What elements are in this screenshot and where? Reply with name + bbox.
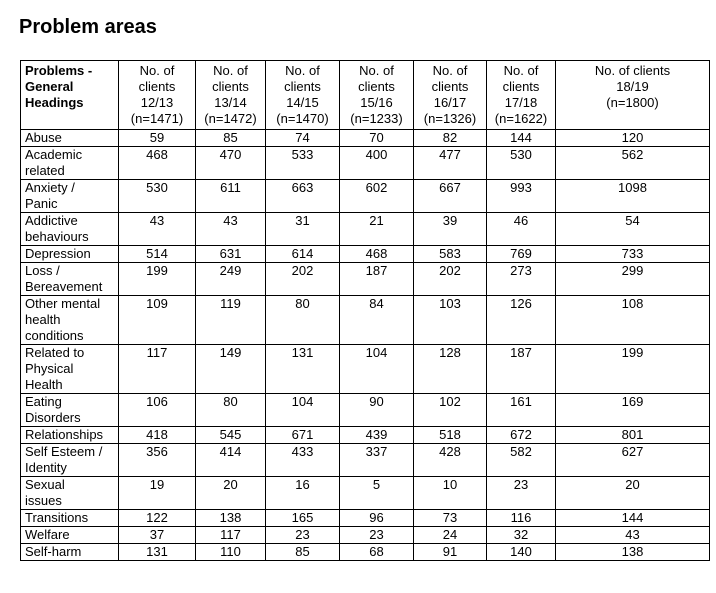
value-cell: 80: [266, 296, 340, 345]
table-row: [21, 345, 710, 394]
column-header-line: clients: [431, 79, 469, 94]
value-cell: 85: [266, 544, 340, 561]
column-header-cell: [266, 61, 340, 130]
value-cell: 530: [119, 180, 196, 213]
column-header-line: No. of: [285, 63, 320, 78]
row-label-line: Abuse: [25, 130, 62, 145]
value-cell: 54: [556, 213, 710, 246]
value-cell: 187: [340, 263, 414, 296]
value-cell: 85: [196, 130, 266, 147]
column-header-line: No. of: [139, 63, 175, 78]
row-label-line: behaviours: [25, 229, 89, 244]
column-header-line: clients: [138, 79, 176, 94]
value-cell: 104: [266, 394, 340, 427]
value-cell: 428: [414, 444, 487, 477]
value-cell: 106: [119, 394, 196, 427]
value-cell: 199: [119, 263, 196, 296]
value-cell: 468: [340, 246, 414, 263]
value-cell: 20: [196, 477, 266, 510]
value-cell: 138: [556, 544, 710, 561]
value-cell: 356: [119, 444, 196, 477]
row-label-line: Transitions: [25, 510, 89, 525]
column-header-line: (n=1470): [276, 111, 329, 126]
value-cell: 433: [266, 444, 340, 477]
column-header-line: clients: [284, 79, 321, 94]
table-body: [21, 130, 710, 561]
value-cell: 80: [196, 394, 266, 427]
column-header-line: 12/13: [140, 95, 174, 110]
row-label-cell: [21, 246, 119, 263]
value-cell: 23: [340, 527, 414, 544]
column-header-line: No. of: [213, 63, 248, 78]
value-cell: 117: [119, 345, 196, 394]
value-cell: 108: [556, 296, 710, 345]
column-header-cell: [340, 61, 414, 130]
column-header-line: (n=1800): [606, 95, 659, 110]
value-cell: 165: [266, 510, 340, 527]
value-cell: 73: [414, 510, 487, 527]
row-label-line: Welfare: [25, 527, 70, 542]
value-cell: 273: [487, 263, 556, 296]
row-label-cell: [21, 180, 119, 213]
value-cell: 23: [487, 477, 556, 510]
value-cell: 116: [487, 510, 556, 527]
value-cell: 104: [340, 345, 414, 394]
value-cell: 672: [487, 427, 556, 444]
row-label-line: Eating: [25, 394, 62, 409]
value-cell: 611: [196, 180, 266, 213]
row-label-line: Addictive: [25, 213, 78, 228]
corner-header-cell: [21, 61, 119, 130]
row-label-cell: [21, 444, 119, 477]
value-cell: 122: [119, 510, 196, 527]
value-cell: 117: [196, 527, 266, 544]
row-label-line: Physical: [25, 361, 74, 376]
column-header-line: No. of: [359, 63, 394, 78]
value-cell: 23: [266, 527, 340, 544]
value-cell: 131: [119, 544, 196, 561]
column-header-line: 16/17: [433, 95, 467, 110]
table-row: [21, 180, 710, 213]
value-cell: 627: [556, 444, 710, 477]
row-label-cell: [21, 394, 119, 427]
table-row: [21, 213, 710, 246]
column-header-line: 18/19: [616, 79, 649, 94]
row-label-line: Related to: [25, 345, 85, 360]
value-cell: 102: [414, 394, 487, 427]
value-cell: 993: [487, 180, 556, 213]
value-cell: 144: [487, 130, 556, 147]
value-cell: 418: [119, 427, 196, 444]
row-label-line: Relationships: [25, 427, 104, 442]
value-cell: 533: [266, 147, 340, 180]
value-cell: 299: [556, 263, 710, 296]
value-cell: 20: [556, 477, 710, 510]
value-cell: 514: [119, 246, 196, 263]
value-cell: 470: [196, 147, 266, 180]
value-cell: 103: [414, 296, 487, 345]
value-cell: 400: [340, 147, 414, 180]
row-label-line: Depression: [25, 246, 91, 261]
row-label-line: Anxiety /: [25, 180, 75, 195]
table-row: [21, 427, 710, 444]
value-cell: 202: [414, 263, 487, 296]
value-cell: 43: [196, 213, 266, 246]
value-cell: 631: [196, 246, 266, 263]
value-cell: 140: [487, 544, 556, 561]
corner-header-line: Problems -: [25, 63, 93, 78]
column-header-line: (n=1471): [130, 111, 184, 126]
row-label-line: issues: [25, 493, 62, 508]
column-header-line: 14/15: [286, 95, 319, 110]
table-row: [21, 477, 710, 510]
row-label-line: Disorders: [25, 410, 81, 425]
column-header-cell: [196, 61, 266, 130]
row-label-line: Loss /: [25, 263, 60, 278]
corner-header-line: General: [25, 79, 74, 94]
row-label-line: Health: [25, 377, 63, 392]
value-cell: 602: [340, 180, 414, 213]
row-label-line: Bereavement: [25, 279, 103, 294]
value-cell: 663: [266, 180, 340, 213]
column-header-line: No. of: [432, 63, 468, 78]
column-header-line: clients: [358, 79, 395, 94]
value-cell: 477: [414, 147, 487, 180]
row-label-cell: [21, 544, 119, 561]
row-label-cell: [21, 345, 119, 394]
value-cell: 10: [414, 477, 487, 510]
row-label-line: Self-harm: [25, 544, 82, 559]
column-header-line: clients: [212, 79, 249, 94]
row-label-cell: [21, 527, 119, 544]
value-cell: 82: [414, 130, 487, 147]
value-cell: 583: [414, 246, 487, 263]
value-cell: 16: [266, 477, 340, 510]
value-cell: 31: [266, 213, 340, 246]
column-header-cell: [487, 61, 556, 130]
column-header-line: No. of: [503, 63, 539, 78]
value-cell: 91: [414, 544, 487, 561]
value-cell: 468: [119, 147, 196, 180]
column-header-cell: [414, 61, 487, 130]
table-row: [21, 147, 710, 180]
value-cell: 96: [340, 510, 414, 527]
value-cell: 1098: [556, 180, 710, 213]
value-cell: 518: [414, 427, 487, 444]
value-cell: 439: [340, 427, 414, 444]
value-cell: 144: [556, 510, 710, 527]
row-label-line: Panic: [25, 196, 58, 211]
problem-areas-table: [20, 60, 710, 561]
column-header-line: (n=1472): [204, 111, 257, 126]
value-cell: 110: [196, 544, 266, 561]
value-cell: 202: [266, 263, 340, 296]
row-label-line: conditions: [25, 328, 84, 343]
column-header-line: (n=1622): [494, 111, 548, 126]
value-cell: 37: [119, 527, 196, 544]
value-cell: 43: [119, 213, 196, 246]
value-cell: 43: [556, 527, 710, 544]
value-cell: 199: [556, 345, 710, 394]
value-cell: 138: [196, 510, 266, 527]
value-cell: 119: [196, 296, 266, 345]
table-row: [21, 510, 710, 527]
table-header-row: [21, 61, 710, 130]
value-cell: 21: [340, 213, 414, 246]
value-cell: 582: [487, 444, 556, 477]
column-header-line: (n=1233): [350, 111, 403, 126]
column-header-line: No. of clients: [594, 63, 671, 78]
value-cell: 545: [196, 427, 266, 444]
table-row: [21, 296, 710, 345]
value-cell: 614: [266, 246, 340, 263]
value-cell: 667: [414, 180, 487, 213]
value-cell: 109: [119, 296, 196, 345]
row-label-cell: [21, 296, 119, 345]
value-cell: 70: [340, 130, 414, 147]
value-cell: 149: [196, 345, 266, 394]
value-cell: 59: [119, 130, 196, 147]
table-row: [21, 394, 710, 427]
row-label-line: Sexual: [25, 477, 65, 492]
column-header-line: clients: [502, 79, 540, 94]
value-cell: 126: [487, 296, 556, 345]
row-label-cell: [21, 510, 119, 527]
value-cell: 32: [487, 527, 556, 544]
row-label-cell: [21, 213, 119, 246]
value-cell: 187: [487, 345, 556, 394]
column-header-line: (n=1326): [423, 111, 477, 126]
table-row: [21, 263, 710, 296]
table-row: [21, 527, 710, 544]
value-cell: 769: [487, 246, 556, 263]
column-header-line: 13/14: [214, 95, 247, 110]
value-cell: 801: [556, 427, 710, 444]
value-cell: 161: [487, 394, 556, 427]
column-header-cell: [556, 61, 710, 130]
row-label-cell: [21, 427, 119, 444]
value-cell: 249: [196, 263, 266, 296]
table-row: [21, 246, 710, 263]
row-label-line: related: [25, 163, 65, 178]
value-cell: 5: [340, 477, 414, 510]
value-cell: 671: [266, 427, 340, 444]
value-cell: 68: [340, 544, 414, 561]
value-cell: 39: [414, 213, 487, 246]
value-cell: 169: [556, 394, 710, 427]
value-cell: 24: [414, 527, 487, 544]
column-header-cell: [119, 61, 196, 130]
table-row: [21, 130, 710, 147]
value-cell: 733: [556, 246, 710, 263]
value-cell: 90: [340, 394, 414, 427]
row-label-line: Other mental: [25, 296, 101, 311]
row-label-line: Self Esteem /: [25, 444, 103, 459]
value-cell: 128: [414, 345, 487, 394]
row-label-cell: [21, 130, 119, 147]
page-title: Problem areas: [19, 16, 157, 38]
value-cell: 337: [340, 444, 414, 477]
column-header-line: 15/16: [360, 95, 393, 110]
value-cell: 562: [556, 147, 710, 180]
value-cell: 120: [556, 130, 710, 147]
value-cell: 414: [196, 444, 266, 477]
table-row: [21, 544, 710, 561]
row-label-line: Academic: [25, 147, 83, 162]
value-cell: 131: [266, 345, 340, 394]
row-label-cell: [21, 263, 119, 296]
row-label-cell: [21, 477, 119, 510]
table-row: [21, 444, 710, 477]
value-cell: 74: [266, 130, 340, 147]
row-label-line: health: [25, 312, 61, 327]
value-cell: 530: [487, 147, 556, 180]
value-cell: 46: [487, 213, 556, 246]
row-label-line: Identity: [25, 460, 67, 475]
corner-header-line: Headings: [25, 95, 84, 110]
row-label-cell: [21, 147, 119, 180]
column-header-line: 17/18: [504, 95, 538, 110]
value-cell: 19: [119, 477, 196, 510]
value-cell: 84: [340, 296, 414, 345]
